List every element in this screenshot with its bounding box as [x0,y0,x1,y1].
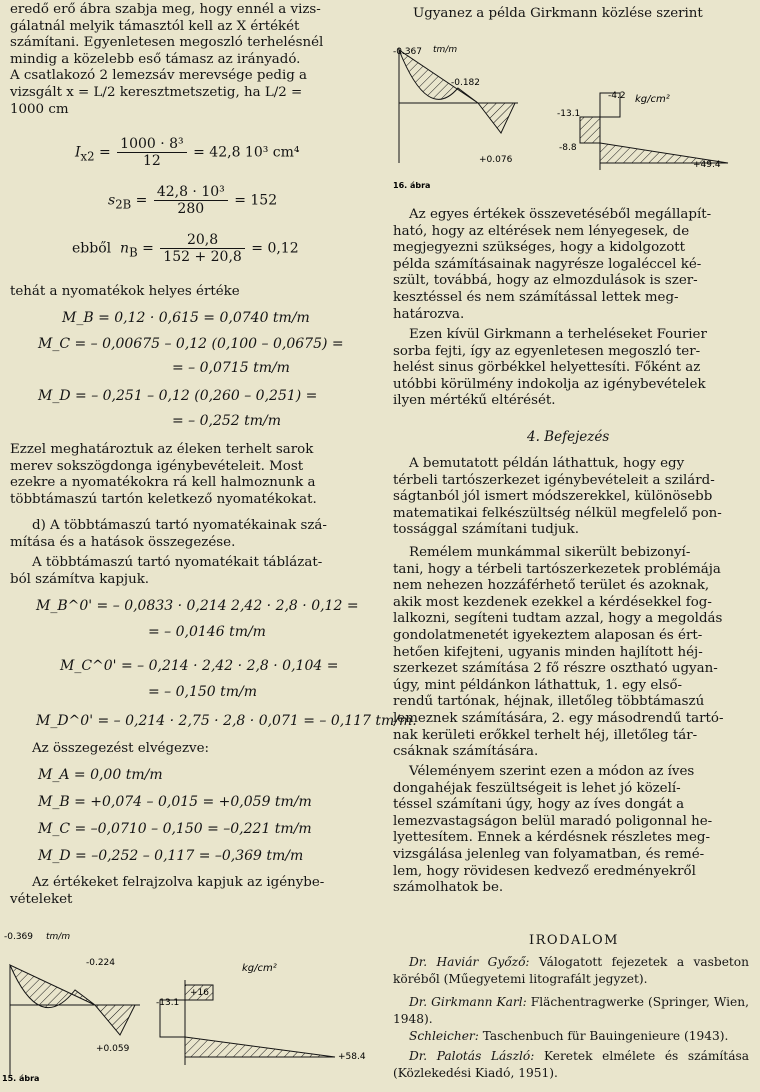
right-paragraph-2: Az egyes értékek összevetéséből megállapít- ható, hogy az eltérések nem lényegesek, de megjegyezni szükséges, hogy a kidolgozott példa számításainak nagyrésze logaléccel ké- szült, továbbá, hogy az elmozdulások is szer- kesztéssel és nem számítással lettek meg- határozva. [393,207,712,322]
reference-item: Dr. Haviár Győző: Válogatott fejezetek a vasbeton köréből (Műegyetemi litografált jegyzet). [393,955,749,986]
fig16-moment-negative [399,50,481,103]
fig16-label-2: +0.076 [479,155,513,165]
fig16-caption: 16. ábra [393,181,431,190]
equation-md0: M_D^0' = – 0,214 · 2,75 · 2,8 · 0,071 = – 0,117 tm/m. [36,713,417,729]
equation-mc-line1: M_C = – 0,00675 – 0,12 (0,100 – 0,0675) = [38,336,344,352]
fig15-label-1: -0.224 [86,958,116,968]
sum-mb: M_B = +0,074 – 0,015 = +0,059 tm/m [38,794,312,810]
fig15-label-2: +0.059 [96,1044,130,1054]
left-paragraph-4: d) A többtámaszú tartó nyomatékainak szá- mítása és a hatások összegezése. [10,518,327,550]
sum-ma: M_A = 0,00 tm/m [38,767,163,783]
sum-mc: M_C = –0,0710 – 0,150 = –0,221 tm/m [38,821,312,837]
fig15-caption: 15. ábra [2,1074,40,1083]
equation-md-line1: M_D = – 0,251 – 0,12 (0,260 – 0,251) = [38,388,318,404]
right-paragraph-6: Véleményem szerint ezen a módon az íves dongahéjak feszültségeit is lehet jó közelí- téssel számítani úgy, hogy az íves dongát a lemezvastagságon belül maradó poligonnal he- lyettesítem. Ennek a kérdésnek részletes meg- vizsgálása jelenleg van folyamatban, és remé- lem, hogy rövidesen kedvező eredményekről számolhatok be. [393,764,713,896]
fig15-stress-bottom [185,1037,335,1057]
equation-mc-line2: = – 0,0715 tm/m [172,360,290,376]
fig15-unit-right: kg/cm² [242,963,277,974]
fig16-label-1: -0.182 [451,78,481,88]
reference-item: Schleicher: Taschenbuch für Bauingenieure (1943). [409,1029,729,1043]
sum-md: M_D = –0,252 – 0,117 = –0,369 tm/m [38,848,304,864]
figure-15 [0,925,375,1085]
fig16-unit-right: kg/cm² [635,94,670,105]
equation-mc0-line2: = – 0,150 tm/m [148,684,258,700]
left-paragraph-5: A többtámaszú tartó nyomatékait táblázat- ból számítva kapjuk. [10,555,323,587]
equation-ix2: $I_{x2}$ = $\frac{\text{1000 · 8³}}{12}$ = 42,8 10³ cm⁴ [75,136,300,169]
equation-mc0-line1: M_C^0' = – 0,214 · 2,42 · 2,8 · 0,104 = [60,658,339,674]
equation-mb: M_B = 0,12 · 0,615 = 0,0740 tm/m [62,310,310,326]
equation-s2b: $s_{2B}$ = $\frac{\text{42,8 · 10³}}{280}$ = 152 [108,184,278,217]
fig16-stress-mid [580,117,600,143]
equation-nb: ebből $n_B$ = $\frac{20,8}{152 + 20,8}$ = 0,12 [72,232,299,265]
right-paragraph-4: A bemutatott példán láthattuk, hogy egy térbeli tartószerkezet igénybevételeit a szilárd- ságtanból jól ismert módszerekkel, különösebb matematikai felkészültség nélkül megfelelő pon- tossággal számítani tudjuk. [393,456,722,538]
reference-item: Dr. Palotás László: Keretek elmélete és számítása (Közlekedési Kiadó, 1951). [393,1049,749,1080]
fig16-unit-left: tm/m [433,45,458,55]
left-paragraph-6: Az összegezést elvégezve: [32,741,210,756]
right-paragraph-5: Remélem munkámmal sikerült bebizonyí- tani, hogy a térbeli tartószerkezetek problémája nem nehezen hozzáférhető terület és azoknak, akik most kezdenek ezekkel a kérdésekkel fog- lalkozni, segíteni tudtam azzal, hogy a megoldás gondolatmenetét igyekeztem alaposan és ért- hetően kifejteni, ugyanis minden hajlított héj- szerkezet számítása 2 fő részre osztható ugyan- úgy, mint példánkon láthattuk, 1. egy első- rendű tartónak, héjnak, illetőleg többtámaszú lemeznek számítására, 2. egy másodrendű tartó- nak kerületi erőkkel terhelt héj, illetőleg tár- csáknak számítására. [393,545,724,760]
fig16-label-6: +49.4 [693,160,721,170]
fig16-moment-positive [478,103,515,133]
references-title: IRODALOM [529,933,619,948]
fig15-label-5: +58.4 [338,1052,366,1062]
fig15-label-3: +16 [190,988,209,998]
fig16-label-4: -13.1 [557,109,581,119]
equation-mb0-line1: M_B^0' = – 0,0833 · 0,214 2,42 · 2,8 · 0,12 = [36,598,359,614]
right-paragraph-1: Ugyanez a példa Girkmann közlése szerint [413,6,703,21]
section-heading: 4. Befejezés [527,429,610,445]
reference-item: Dr. Girkmann Karl: Flächentragwerke (Springer, Wien, 1948). [393,995,749,1026]
fig16-label-0: -0.367 [393,47,423,57]
fig15-moment-negative [10,965,95,1008]
fig16-label-3: -4.2 [608,91,626,101]
fig15-label-0: -0.369 [4,932,34,942]
right-paragraph-3: Ezen kívül Girkmann a terheléseket Fourier sorba fejti, így az egyenletesen megoszló ter- helést sinus görbékkel helyettesíti. Főként az utóbbi körülmény indokolja az igénybevételek ilyen mértékű eltérését. [393,327,707,409]
left-paragraph-2: tehát a nyomatékok helyes értéke [10,284,240,299]
left-paragraph-1: eredő erő ábra szabja meg, hogy ennél a vizs- gálatnál melyik támasztól kell az X értékét számítani. Egyenletesen megoszló terhelésnél mindig a közelebb eső támasz az irányadó. A csatlakozó 2 lemezsáv merevsége pedig a vizsgált x = L/2 keresztmetszetig, ha L/2 = 1000 cm [10,2,324,117]
left-paragraph-3: Ezzel meghatároztuk az éleken terhelt sarok merev sokszögdonga igénybevételeit. Most ezekre a nyomatékokra rá kell halmoznunk a többtámaszú tartón keletkező nyomatékokat. [10,442,317,507]
fig15-label-4: -13.1 [156,998,180,1008]
equation-md-line2: = – 0,252 tm/m [172,413,282,429]
fig15-unit-left: tm/m [46,932,71,942]
figure-16 [393,28,753,190]
left-paragraph-7: Az értékeket felrajzolva kapjuk az igénybe- vételeket [10,875,325,907]
fig15-moment-positive [95,1005,135,1035]
equation-mb0-line2: = – 0,0146 tm/m [148,624,266,640]
fig16-label-5: -8.8 [559,143,577,153]
